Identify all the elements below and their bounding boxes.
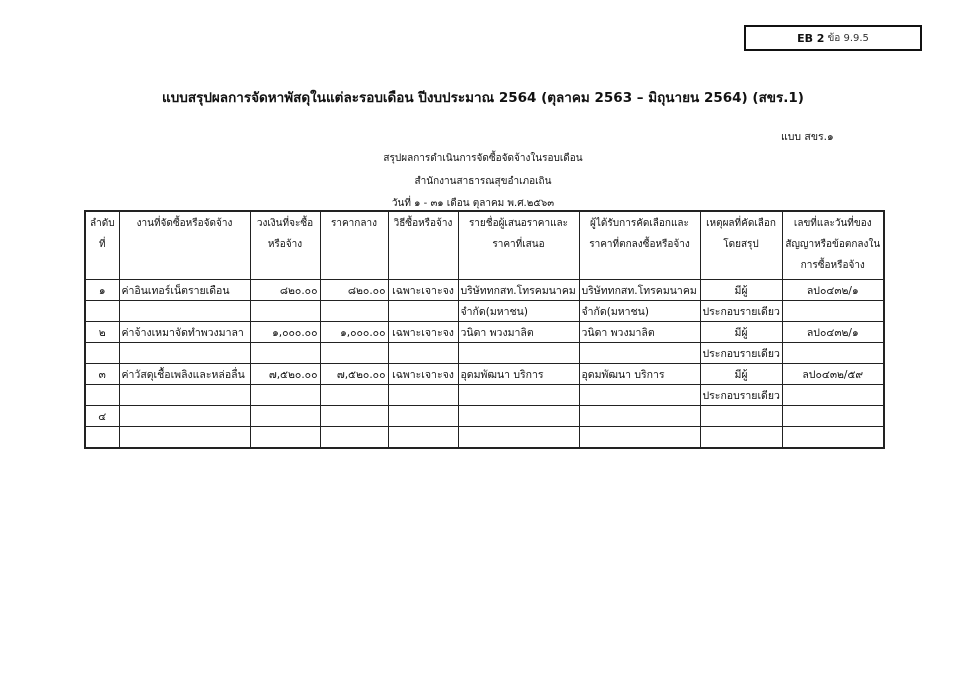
cell-budget [250, 406, 320, 427]
subtitle-office: สำนักงานสาธารณสุขอำเภอเถิน [414, 176, 552, 187]
eb-clause: ข้อ 9.9.5 [827, 32, 869, 44]
cell-method: เฉพาะเจาะจง [388, 322, 458, 343]
cell-index [85, 427, 119, 449]
cell-budget [250, 385, 320, 406]
cell-reference-price: ๗,๕๒๐.๐๐ [320, 364, 388, 385]
table-header-row [85, 211, 884, 280]
cell-contract [782, 385, 884, 406]
cell-reason [700, 406, 782, 427]
cell-selected [579, 385, 700, 406]
column-header: งานที่จัดซื้อหรือจัดจ้าง [119, 211, 250, 280]
cell-method [388, 385, 458, 406]
cell-selected: จำกัด(มหาชน) [579, 301, 700, 322]
cell-budget [250, 301, 320, 322]
page-title: แบบสรุปผลการจัดหาพัสดุในแต่ละรอบเดือน ปีงบประมาณ 2564 (ตุลาคม 2563 – มิถุนายน 2564) (สขร.1) [162, 90, 804, 106]
cell-item [119, 406, 250, 427]
table-row [85, 385, 884, 406]
cell-reason [700, 427, 782, 449]
column-header: ลำดับที่ [85, 211, 119, 280]
cell-reference-price: ๑,๐๐๐.๐๐ [320, 322, 388, 343]
cell-method [388, 427, 458, 449]
cell-budget [250, 427, 320, 449]
cell-reason: ประกอบรายเดียว [700, 343, 782, 364]
column-header: ราคากลาง [320, 211, 388, 280]
cell-item [119, 343, 250, 364]
cell-method [388, 301, 458, 322]
table-row [85, 343, 884, 364]
eb-reference-box [744, 25, 922, 51]
cell-bidders: วนิดา พวงมาลิต [458, 322, 579, 343]
cell-selected [579, 343, 700, 364]
cell-selected [579, 427, 700, 449]
cell-item [119, 385, 250, 406]
cell-budget: ๘๒๐.๐๐ [250, 280, 320, 301]
cell-bidders: บริษัททกสท.โทรคมนาคม [458, 280, 579, 301]
cell-method: เฉพาะเจาะจง [388, 280, 458, 301]
cell-contract [782, 301, 884, 322]
cell-index: ๔ [85, 406, 119, 427]
cell-contract [782, 427, 884, 449]
form-code: แบบ สขร.๑ [781, 131, 834, 143]
subtitle-date: วันที่ ๑ - ๓๑ เดือน ตุลาคม พ.ศ.๒๕๖๓ [391, 198, 555, 209]
cell-index [85, 385, 119, 406]
cell-index: ๓ [85, 364, 119, 385]
cell-item: ค่าจ้างเหมาจัดทำพวงมาลา [119, 322, 250, 343]
cell-selected: บริษัททกสท.โทรคมนาคม [579, 280, 700, 301]
cell-index [85, 343, 119, 364]
cell-bidders: จำกัด(มหาชน) [458, 301, 579, 322]
cell-contract [782, 343, 884, 364]
subtitle-summary: สรุปผลการดำเนินการจัดซื้อจัดจ้างในรอบเดือน [383, 153, 583, 164]
cell-item [119, 301, 250, 322]
eb-code: EB 2 [797, 31, 825, 45]
cell-method: เฉพาะเจาะจง [388, 364, 458, 385]
cell-contract [782, 406, 884, 427]
cell-reference-price [320, 385, 388, 406]
cell-reason: มีผู้ [700, 364, 782, 385]
column-header: วงเงินที่จะซื้อหรือจ้าง [250, 211, 320, 280]
cell-reference-price: ๘๒๐.๐๐ [320, 280, 388, 301]
table-row [85, 427, 884, 449]
cell-reference-price [320, 343, 388, 364]
cell-reason: ประกอบรายเดียว [700, 385, 782, 406]
cell-index: ๒ [85, 322, 119, 343]
cell-budget: ๑,๐๐๐.๐๐ [250, 322, 320, 343]
cell-reason: ประกอบรายเดียว [700, 301, 782, 322]
cell-reason: มีผู้ [700, 280, 782, 301]
cell-bidders [458, 406, 579, 427]
table-row [85, 406, 884, 427]
table-row [85, 364, 884, 385]
column-header: เหตุผลที่คัดเลือกโดยสรุป [700, 211, 782, 280]
table-row [85, 322, 884, 343]
cell-reference-price [320, 427, 388, 449]
cell-reference-price [320, 301, 388, 322]
column-header: เลขที่และวันที่ของสัญญาหรือข้อตกลงในการซื้อหรือจ้าง [782, 211, 884, 280]
table-row [85, 301, 884, 322]
cell-budget: ๗,๕๒๐.๐๐ [250, 364, 320, 385]
column-header: ผู้ได้รับการคัดเลือกและราคาที่ตกลงซื้อหรือจ้าง [579, 211, 700, 280]
cell-bidders [458, 343, 579, 364]
cell-bidders [458, 385, 579, 406]
cell-contract: ลป๐๔๓๒/๕๙ [782, 364, 884, 385]
cell-contract: ลป๐๔๓๒/๑ [782, 280, 884, 301]
cell-reason: มีผู้ [700, 322, 782, 343]
cell-selected: อุดมพัฒนา บริการ [579, 364, 700, 385]
cell-method [388, 406, 458, 427]
cell-contract: ลป๐๔๓๒/๑ [782, 322, 884, 343]
cell-bidders: อุดมพัฒนา บริการ [458, 364, 579, 385]
cell-item: ค่าวัสดุเชื้อเพลิงและหล่อลื่น [119, 364, 250, 385]
cell-index: ๑ [85, 280, 119, 301]
cell-method [388, 343, 458, 364]
column-header: รายชื่อผู้เสนอราคาและราคาที่เสนอ [458, 211, 579, 280]
cell-item: ค่าอินเทอร์เน็ตรายเดือน [119, 280, 250, 301]
cell-item [119, 427, 250, 449]
cell-bidders [458, 427, 579, 449]
cell-budget [250, 343, 320, 364]
procurement-summary-table [84, 210, 885, 449]
cell-reference-price [320, 406, 388, 427]
column-header: วิธีซื้อหรือจ้าง [388, 211, 458, 280]
cell-index [85, 301, 119, 322]
table-row [85, 280, 884, 301]
cell-selected [579, 406, 700, 427]
cell-selected: วนิดา พวงมาลิต [579, 322, 700, 343]
